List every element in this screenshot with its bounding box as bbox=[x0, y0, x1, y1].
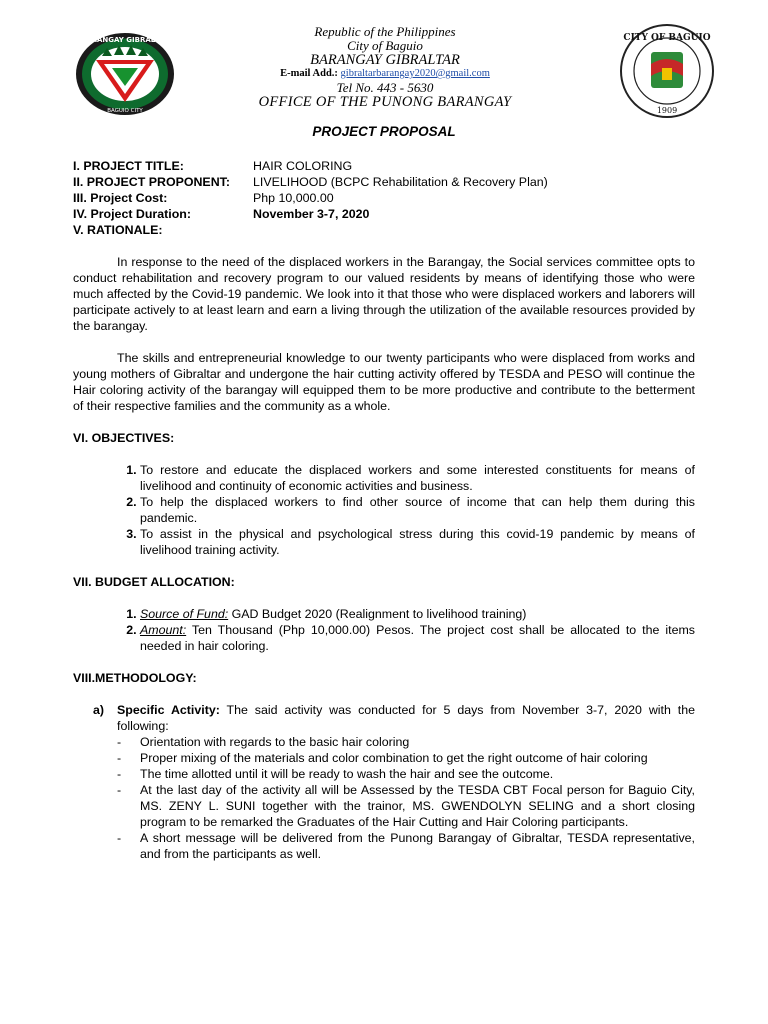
republic-line: Republic of the Philippines bbox=[314, 24, 456, 39]
email-link[interactable]: gibraltarbarangay2020@gmail.com bbox=[340, 68, 490, 79]
office-line: OFFICE OF THE PUNONG BARANGAY bbox=[258, 94, 512, 110]
objective-item: 2. To help the displaced workers to find other source of income that can help them during this pandemic. bbox=[140, 494, 695, 526]
budget-amount bbox=[140, 622, 695, 654]
rationale-paragraph-1: In response to the need of the displaced workers in the Barangay, the Social services committee opts to conduct rehabilitation and recovery program to our valued residents by means of identifying those who were much affected by the Covid-19 pandemic. We look into it that those who were displaced workers and laborers will participate actively to at least learn and earn a living through the utilization of the available resources provided by the barangay. bbox=[73, 255, 695, 333]
field-rationale bbox=[73, 222, 695, 238]
field-label: V. RATIONALE: bbox=[73, 223, 163, 237]
budget-source bbox=[140, 606, 695, 622]
field-project-cost bbox=[73, 190, 695, 206]
field-label: IV. Project Duration: bbox=[73, 207, 191, 221]
activity-step: - A short message will be delivered from the Punong Barangay of Gibraltar, TESDA representative, and from the participants as well. bbox=[117, 831, 695, 861]
tel-line: Tel No. 443 - 5630 bbox=[336, 80, 434, 95]
rationale-paragraph-2: The skills and entrepreneurial knowledge to our twenty participants who were displaced from works and young mothers of Gibraltar and undergone the hair cutting activity offered by TESDA and PESO will continue the Hair coloring activity of the barangay will equipped them to be more productive and contribute to the betterment of their respective families and the community as a whole. bbox=[73, 351, 695, 413]
email-label: E-mail Add.: bbox=[280, 68, 338, 79]
activity-step: - The time allotted until it will be ready to wash the hair and see the outcome. bbox=[117, 767, 554, 781]
specific-activity-text: The said activity was conducted for 5 days from November 3-7, 2020 with the following: bbox=[117, 703, 695, 733]
activity-steps bbox=[117, 734, 695, 862]
field-project-proponent bbox=[73, 174, 695, 190]
right-seal-year: 1909 bbox=[656, 106, 678, 115]
activity-step: - At the last day of the activity all will be Assessed by the TESDA CBT Focal person for Baguio City, MS. ZENY L. SUNI together with the trainor, MS. GWENDOLYN SELING and a short closing program to be remarked the Graduates of the Hair Cutting and Hair Coloring participants. bbox=[117, 783, 695, 829]
barangay-line: BARANGAY GIBRALTAR bbox=[310, 52, 460, 68]
amount-value: Ten Thousand (Php 10,000.00) Pesos. The project cost shall be allocated to the items needed in hair coloring. bbox=[140, 623, 695, 653]
activity-step: - Proper mixing of the materials and color combination to get the right outcome of hair coloring bbox=[117, 751, 648, 765]
methodology-heading: VIII.METHODOLOGY: bbox=[73, 671, 197, 685]
barangay-gibraltar-seal bbox=[74, 32, 176, 116]
city-of-baguio-seal bbox=[618, 24, 716, 118]
document-title: PROJECT PROPOSAL bbox=[312, 124, 456, 139]
budget-heading: VII. BUDGET ALLOCATION: bbox=[73, 575, 235, 589]
field-label: II. PROJECT PROPONENT: bbox=[73, 175, 230, 189]
specific-activity-label: Specific Activity: bbox=[117, 703, 220, 717]
objectives-heading: VI. OBJECTIVES: bbox=[73, 431, 175, 445]
city-line: City of Baguio bbox=[347, 38, 423, 53]
objective-item: 1. To restore and educate the displaced workers and some interested constituents for means of livelihood and continuity of economic activities and business. bbox=[140, 462, 695, 494]
source-value: GAD Budget 2020 (Realignment to livelihood training) bbox=[228, 607, 527, 621]
field-label: III. Project Cost: bbox=[73, 191, 168, 205]
left-seal-bottom-text: BAGUIO CITY bbox=[107, 108, 143, 114]
amount-label: Amount: bbox=[140, 623, 187, 637]
field-value: Php 10,000.00 bbox=[253, 191, 334, 205]
letterhead-text bbox=[200, 25, 570, 109]
budget-list bbox=[73, 606, 695, 654]
field-project-title bbox=[73, 158, 695, 174]
source-label: Source of Fund: bbox=[140, 607, 229, 621]
field-label: I. PROJECT TITLE: bbox=[73, 159, 184, 173]
left-seal-top-text: BARANGAY GIBRALTAR bbox=[80, 36, 170, 44]
letterhead bbox=[0, 0, 768, 118]
proposal-body bbox=[73, 158, 695, 862]
field-value: HAIR COLORING bbox=[253, 159, 353, 173]
objective-item: 3. To assist in the physical and psychological stress during this covid-19 pandemic by means of livelihood training activity. bbox=[140, 526, 695, 558]
email-line bbox=[200, 67, 570, 81]
specific-activity bbox=[93, 702, 695, 862]
field-value: LIVELIHOOD (BCPC Rehabilitation & Recovery Plan) bbox=[253, 175, 548, 189]
item-marker: a) bbox=[93, 703, 105, 717]
field-project-duration bbox=[73, 206, 695, 222]
objectives-list bbox=[73, 462, 695, 558]
activity-step: - Orientation with regards to the basic hair coloring bbox=[117, 735, 410, 749]
right-seal-text: CITY OF BAGUIO bbox=[623, 33, 711, 43]
field-value: November 3-7, 2020 bbox=[253, 207, 370, 221]
